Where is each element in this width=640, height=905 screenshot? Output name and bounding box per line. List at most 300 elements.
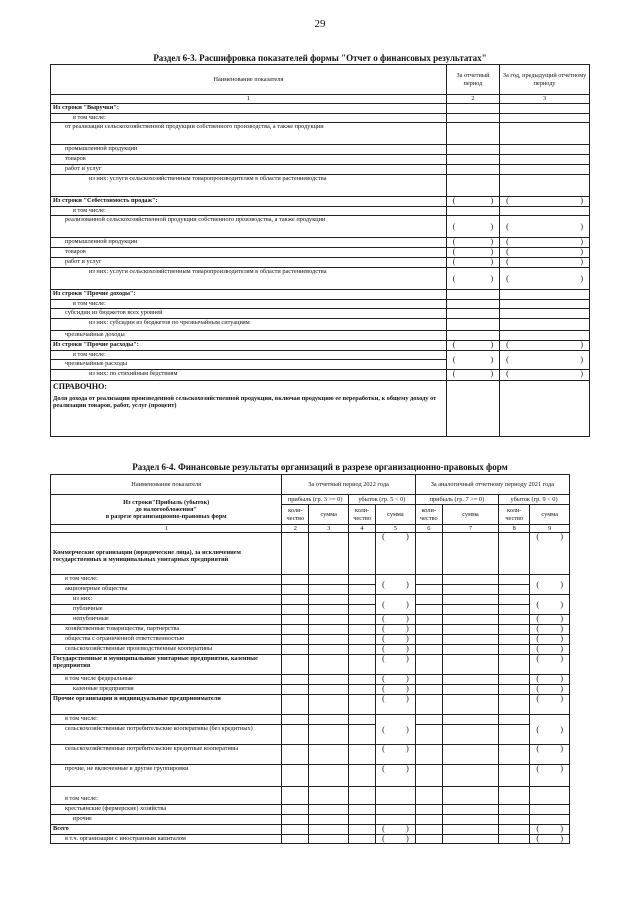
- colnum: 3: [309, 525, 349, 533]
- value-cell: ( ): [530, 685, 570, 695]
- value-cell: ( ): [376, 675, 416, 685]
- row-label: из них: услуги сельскохозяйственным товаропроизводителям в области растениеводства: [51, 175, 447, 197]
- value-cell: ( ): [376, 645, 416, 655]
- value-cell: ( ): [446, 268, 499, 290]
- colnum: 7: [442, 525, 498, 533]
- value-cell: [415, 825, 442, 835]
- value-cell: [309, 765, 349, 787]
- value-cell: [349, 605, 376, 615]
- header-sum: сумма: [309, 505, 349, 525]
- value-cell: [349, 725, 376, 745]
- value-cell: [446, 104, 499, 114]
- table-row: [51, 585, 570, 595]
- row-label: сельскохозяйственные потребительские кооперативы (без кредитных): [51, 725, 282, 745]
- value-cell: ( ): [530, 835, 570, 844]
- value-cell: [349, 815, 376, 825]
- value-cell: [500, 165, 590, 175]
- value-cell: [282, 745, 309, 765]
- value-cell: ( ): [500, 216, 590, 238]
- table-row: [51, 675, 570, 685]
- value-cell: ( ): [446, 258, 499, 268]
- value-cell: [499, 585, 530, 595]
- value-cell: [415, 605, 442, 615]
- table-row: [51, 605, 570, 615]
- row-label: в том числе:: [51, 207, 447, 216]
- value-cell: [415, 725, 442, 745]
- value-cell: [415, 533, 442, 575]
- header-count: коли-чество: [349, 505, 376, 525]
- value-cell: [530, 787, 570, 805]
- table-row: [51, 625, 570, 635]
- value-cell: [415, 625, 442, 635]
- value-cell: [442, 825, 498, 835]
- value-cell: [442, 695, 498, 715]
- value-cell: [415, 815, 442, 825]
- value-cell: [415, 745, 442, 765]
- table-row: [51, 685, 570, 695]
- header-reference-line2: до налогообложения": [135, 505, 197, 513]
- colnum: 3: [500, 95, 590, 104]
- row-label: из них: субсидии из бюджетов по чрезвычайным ситуациям: [51, 319, 447, 331]
- value-cell: [500, 381, 590, 437]
- value-cell: [415, 715, 442, 725]
- value-cell: [282, 625, 309, 635]
- value-cell: ( ): [376, 745, 416, 765]
- value-cell: [309, 715, 349, 725]
- table-row: [51, 835, 570, 844]
- value-cell: [282, 533, 309, 575]
- row-label: Всего: [51, 825, 282, 835]
- value-cell: [349, 655, 376, 675]
- value-cell: [500, 104, 590, 114]
- value-cell: [415, 835, 442, 844]
- value-cell: [415, 635, 442, 645]
- value-cell: [415, 787, 442, 805]
- row-label: общества с ограниченной ответственностью: [51, 635, 282, 645]
- value-cell: [446, 114, 499, 123]
- value-cell: ( ): [376, 685, 416, 695]
- row-label: Коммерческие организации (юридические лица), за исключением государственных и муниципальных унитарных предприятий: [51, 533, 282, 575]
- row-label: прочие: [51, 815, 282, 825]
- value-cell: [309, 815, 349, 825]
- row-label: работ и услуг: [51, 258, 447, 268]
- colnum: 6: [415, 525, 442, 533]
- value-cell: [500, 300, 590, 309]
- value-cell: [309, 675, 349, 685]
- value-cell: ( ): [530, 745, 570, 765]
- value-cell: [446, 207, 499, 216]
- value-cell: [446, 155, 499, 165]
- value-cell: ( ): [530, 533, 570, 575]
- value-cell: [442, 645, 498, 655]
- section-6-3-table: [50, 64, 590, 437]
- value-cell: [442, 685, 498, 695]
- value-cell: [376, 787, 416, 805]
- value-cell: [442, 805, 498, 815]
- value-cell: [442, 745, 498, 765]
- value-cell: [499, 675, 530, 685]
- value-cell: ( ): [500, 197, 590, 207]
- row-label: в том числе:: [51, 787, 282, 805]
- table-row: [51, 575, 570, 585]
- value-cell: ( ): [500, 341, 590, 351]
- value-cell: [446, 319, 499, 331]
- header-indicator-name: Наименование показателя: [51, 65, 447, 95]
- value-cell: [349, 805, 376, 815]
- row-label: Из строки "Прочие расходы":: [51, 341, 447, 351]
- table-row: [51, 615, 570, 625]
- value-cell: [499, 745, 530, 765]
- value-cell: [309, 533, 349, 575]
- value-cell: [282, 715, 309, 725]
- value-cell: ( ): [376, 835, 416, 844]
- value-cell: [446, 145, 499, 155]
- value-cell: ( ): [500, 238, 590, 248]
- value-cell: [500, 331, 590, 341]
- value-cell: [309, 625, 349, 635]
- reference-text: Доля дохода от реализации произведенной сельскохозяйственной продукции, включая продукцию ее переработки, к общему доходу от реализации товаров, работ, услуг (процент): [53, 394, 437, 409]
- value-cell: [499, 605, 530, 615]
- value-cell: ( ): [530, 635, 570, 645]
- value-cell: [349, 625, 376, 635]
- value-cell: [282, 825, 309, 835]
- row-label: промышленной продукции: [51, 238, 447, 248]
- value-cell: [446, 381, 499, 437]
- value-cell: [282, 635, 309, 645]
- row-label: Из строки "Прочие доходы":: [51, 290, 447, 300]
- value-cell: [282, 685, 309, 695]
- value-cell: ( ): [376, 825, 416, 835]
- value-cell: [442, 595, 498, 605]
- value-cell: [530, 805, 570, 815]
- value-cell: [499, 685, 530, 695]
- value-cell: [415, 585, 442, 595]
- value-cell: ( ): [530, 655, 570, 675]
- row-label: сельскохозяйственные потребительские кредитные кооперативы: [51, 745, 282, 765]
- value-cell: [500, 123, 590, 145]
- value-cell: [500, 290, 590, 300]
- value-cell: [309, 595, 349, 605]
- value-cell: [415, 575, 442, 585]
- header-current-period: За отчетный период: [446, 65, 499, 95]
- value-cell: [442, 575, 498, 585]
- value-cell: [442, 625, 498, 635]
- value-cell: [282, 725, 309, 745]
- header-current-period: За отчетный период 2022 года: [282, 475, 415, 495]
- value-cell: [499, 615, 530, 625]
- row-label: акционерные общества: [51, 585, 282, 595]
- colnum: 4: [349, 525, 376, 533]
- value-cell: [282, 575, 309, 585]
- page-number: 29: [314, 18, 326, 30]
- row-label: товаров: [51, 155, 447, 165]
- value-cell: ( ): [446, 216, 499, 238]
- value-cell: [282, 815, 309, 825]
- value-cell: [415, 675, 442, 685]
- colnum: 1: [51, 95, 447, 104]
- value-cell: [500, 155, 590, 165]
- value-cell: [309, 615, 349, 625]
- table-row: [51, 725, 570, 745]
- value-cell: [446, 290, 499, 300]
- value-cell: [349, 575, 376, 585]
- value-cell: [309, 725, 349, 745]
- value-cell: [349, 533, 376, 575]
- value-cell: [349, 695, 376, 715]
- value-cell: [442, 605, 498, 615]
- value-cell: [282, 585, 309, 595]
- value-cell: ( ): [530, 575, 570, 595]
- value-cell: [282, 787, 309, 805]
- colnum: 5: [376, 525, 416, 533]
- row-label: чрезвычайные расходы: [51, 360, 447, 370]
- row-label: непубличные: [51, 615, 282, 625]
- table-row: [51, 655, 570, 675]
- value-cell: [309, 805, 349, 815]
- value-cell: [499, 625, 530, 635]
- header-count: коли-чество: [282, 505, 309, 525]
- header-profit-current: прибыль (гр. 3 >= 0): [282, 495, 349, 505]
- row-label: прочие, не включенные в другие группировки: [51, 765, 282, 787]
- value-cell: [282, 605, 309, 615]
- table-row: [51, 765, 570, 787]
- row-label: Из строки "Себестоимость продаж":: [51, 197, 447, 207]
- value-cell: [309, 575, 349, 585]
- value-cell: ( ): [446, 197, 499, 207]
- value-cell: [309, 825, 349, 835]
- header-previous-year: За год, предыдущий отчетному периоду: [500, 65, 590, 95]
- row-label: казенные предприятия: [51, 685, 282, 695]
- value-cell: [349, 675, 376, 685]
- value-cell: [442, 635, 498, 645]
- colnum: 8: [499, 525, 530, 533]
- header-count: коли-чество: [499, 505, 530, 525]
- value-cell: [282, 615, 309, 625]
- reference-cell: [51, 381, 447, 437]
- value-cell: [442, 675, 498, 685]
- value-cell: [349, 745, 376, 765]
- header-loss-current: убыток (гр. 5 < 0): [349, 495, 416, 505]
- value-cell: [282, 675, 309, 685]
- header-reference-line1: Из строки"Прибыль (убыток): [123, 498, 210, 506]
- value-cell: [499, 787, 530, 805]
- row-label: Государственные и муниципальные унитарные предприятия, казенные предприятия: [51, 655, 282, 675]
- value-cell: [415, 595, 442, 605]
- value-cell: [349, 825, 376, 835]
- value-cell: [282, 695, 309, 715]
- value-cell: ( ): [530, 825, 570, 835]
- value-cell: [309, 605, 349, 615]
- value-cell: [442, 835, 498, 844]
- value-cell: [446, 165, 499, 175]
- value-cell: [500, 309, 590, 319]
- value-cell: [309, 745, 349, 765]
- section-6-4-table: [50, 474, 570, 844]
- row-label: из них: услуги сельскохозяйственным товаропроизводителям в области растениеводства: [51, 268, 447, 290]
- row-label: чрезвычайные доходы: [51, 331, 447, 341]
- value-cell: [499, 695, 530, 715]
- value-cell: [442, 533, 498, 575]
- value-cell: [499, 645, 530, 655]
- value-cell: [499, 765, 530, 787]
- value-cell: ( ): [530, 645, 570, 655]
- table-row: [51, 815, 570, 825]
- value-cell: ( ): [530, 715, 570, 745]
- row-label: от реализации сельскохозяйственной продукции собственного производства, а также продукции: [51, 123, 447, 145]
- row-label: в т.ч. организации с иностранным капиталом: [51, 835, 282, 844]
- value-cell: ( ): [530, 765, 570, 787]
- header-count: коли-чество: [415, 505, 442, 525]
- row-label: в том числе федеральные: [51, 675, 282, 685]
- row-label: Из строки "Выручки":: [51, 104, 447, 114]
- value-cell: ( ): [376, 695, 416, 715]
- value-cell: [349, 645, 376, 655]
- value-cell: [349, 685, 376, 695]
- row-label: в том числе:: [51, 300, 447, 309]
- row-label: сельскохозяйственные производственные кооперативы: [51, 645, 282, 655]
- value-cell: [442, 615, 498, 625]
- row-label: крестьянские (фермерские) хозяйства: [51, 805, 282, 815]
- value-cell: ( ): [446, 351, 499, 370]
- value-cell: [376, 815, 416, 825]
- value-cell: ( ): [446, 248, 499, 258]
- value-cell: [282, 645, 309, 655]
- value-cell: [499, 635, 530, 645]
- value-cell: [446, 175, 499, 197]
- section-6-4-title: Раздел 6-4. Финансовые результаты организаций в разрезе организационно-правовых форм: [132, 462, 508, 472]
- table-row: [51, 645, 570, 655]
- value-cell: [415, 765, 442, 787]
- colnum: 9: [530, 525, 570, 533]
- value-cell: [415, 615, 442, 625]
- value-cell: [499, 815, 530, 825]
- value-cell: [415, 695, 442, 715]
- value-cell: [446, 309, 499, 319]
- value-cell: [282, 805, 309, 815]
- value-cell: [349, 787, 376, 805]
- row-label: из них:: [51, 595, 282, 605]
- table-row: [51, 787, 570, 805]
- table-row: [51, 533, 570, 575]
- row-label: в том числе:: [51, 575, 282, 585]
- header-sum: сумма: [530, 505, 570, 525]
- value-cell: [309, 585, 349, 595]
- value-cell: [499, 655, 530, 675]
- value-cell: [309, 835, 349, 844]
- row-label: хозяйственные товарищества, партнерства: [51, 625, 282, 635]
- value-cell: [446, 300, 499, 309]
- value-cell: [349, 765, 376, 787]
- table-row: [51, 595, 570, 605]
- value-cell: ( ): [500, 248, 590, 258]
- value-cell: [499, 715, 530, 725]
- table-row: [51, 745, 570, 765]
- value-cell: [349, 615, 376, 625]
- row-label: субсидии из бюджетов всех уровней: [51, 309, 447, 319]
- value-cell: [282, 835, 309, 844]
- value-cell: [499, 835, 530, 844]
- row-label: в том числе:: [51, 114, 447, 123]
- value-cell: [415, 655, 442, 675]
- table-row: [51, 635, 570, 645]
- value-cell: ( ): [530, 615, 570, 625]
- header-sum: сумма: [376, 505, 416, 525]
- value-cell: [442, 725, 498, 745]
- row-label: промышленной продукции: [51, 145, 447, 155]
- row-label: из них: по стихийным бедствиям: [51, 370, 447, 381]
- value-cell: [499, 595, 530, 605]
- row-label: публичные: [51, 605, 282, 615]
- header-reference: [51, 495, 282, 525]
- value-cell: ( ): [446, 370, 499, 381]
- row-label: в том числе:: [51, 351, 447, 360]
- value-cell: [499, 805, 530, 815]
- value-cell: [282, 595, 309, 605]
- colnum: 2: [446, 95, 499, 104]
- value-cell: [309, 787, 349, 805]
- value-cell: [282, 765, 309, 787]
- value-cell: [499, 725, 530, 745]
- value-cell: ( ): [376, 715, 416, 745]
- value-cell: [499, 533, 530, 575]
- value-cell: ( ): [376, 615, 416, 625]
- value-cell: ( ): [446, 238, 499, 248]
- value-cell: ( ): [376, 655, 416, 675]
- value-cell: ( ): [376, 575, 416, 595]
- value-cell: [349, 595, 376, 605]
- value-cell: [349, 715, 376, 725]
- value-cell: [376, 805, 416, 815]
- table-row: [51, 695, 570, 715]
- value-cell: [309, 695, 349, 715]
- header-loss-previous: убыток (гр. 9 < 0): [499, 495, 570, 505]
- value-cell: [442, 787, 498, 805]
- value-cell: [499, 575, 530, 585]
- value-cell: ( ): [376, 595, 416, 615]
- value-cell: [442, 715, 498, 725]
- header-reference-line3: в разрезе организационно-правовых форм: [105, 513, 227, 521]
- row-label: в том числе:: [51, 715, 282, 725]
- value-cell: ( ): [530, 625, 570, 635]
- section-6-3-title: Раздел 6-3. Расшифровка показателей формы "Отчет о финансовых результатах": [153, 53, 487, 63]
- value-cell: [446, 123, 499, 145]
- colnum: 2: [282, 525, 309, 533]
- value-cell: [415, 685, 442, 695]
- value-cell: [309, 635, 349, 645]
- value-cell: [530, 815, 570, 825]
- value-cell: [500, 207, 590, 216]
- reference-heading: СПРАВОЧНО:: [53, 382, 107, 391]
- value-cell: [415, 645, 442, 655]
- header-profit-previous: прибыль (гр. 7 >= 0): [415, 495, 498, 505]
- table-row: [51, 825, 570, 835]
- value-cell: [442, 585, 498, 595]
- value-cell: [500, 145, 590, 155]
- value-cell: ( ): [500, 268, 590, 290]
- value-cell: [349, 585, 376, 595]
- header-sum: сумма: [442, 505, 498, 525]
- value-cell: [282, 655, 309, 675]
- value-cell: ( ): [530, 675, 570, 685]
- value-cell: [446, 331, 499, 341]
- value-cell: [309, 645, 349, 655]
- value-cell: [500, 175, 590, 197]
- colnum: 1: [51, 525, 282, 533]
- header-previous-period: За аналогичный отчетному периоду 2021 года: [415, 475, 569, 495]
- value-cell: [500, 319, 590, 331]
- value-cell: [442, 765, 498, 787]
- value-cell: [500, 114, 590, 123]
